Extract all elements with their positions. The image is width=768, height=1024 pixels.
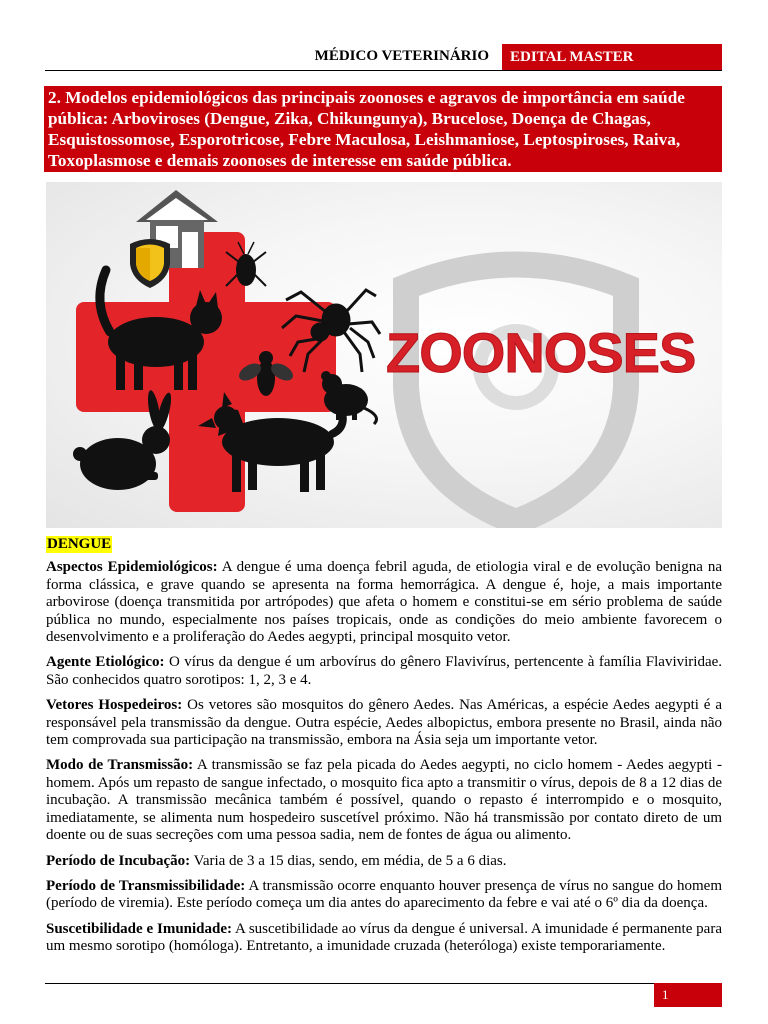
page-number: 1 [654, 983, 722, 1007]
paragraph-label: Vetores Hospedeiros: [46, 697, 183, 714]
paragraph-suscetibilidade [46, 921, 722, 956]
paragraph-label: Aspectos Epidemiológicos: [46, 559, 218, 576]
main-content [46, 536, 722, 964]
paragraph-label: Período de Incubação: [46, 852, 191, 869]
paragraph-modo [46, 757, 722, 844]
header-divider [45, 70, 722, 71]
zoonoses-word: ZOONOSES [386, 321, 696, 384]
paragraph-text: A transmissão ocorre enquanto houver presença de vírus no sangue do homem (período de viremia). Este período começa um dia antes do aparecimento da febre e vai até o 6º dia da doença. [46, 877, 722, 912]
header-title: MÉDICO VETERINÁRIO [314, 48, 489, 64]
paragraph-label: Período de Transmissibilidade: [46, 877, 246, 894]
paragraph-incubacao [46, 853, 722, 870]
paragraph-text: O vírus da dengue é um arbovírus do gênero Flavivírus, pertencente à família Flaviviridae. São conhecidos quatro sorotipos: 1, 2, 3 e 4. [46, 654, 723, 688]
paragraph-text: Varia de 3 a 15 dias, sendo, em média, de 5 a 6 dias. [190, 852, 507, 869]
paragraph-aspectos [46, 559, 722, 646]
paragraph-text: A transmissão se faz pela picada do Aedes aegypti, no ciclo homem - Aedes aegypti - homem. Após um repasto de sangue infectado, o mosquito fica apto a transmitir o vírus, depois de 8 a 12 dias de incubação. A transmissão mecânica também é possível, quando o repasto é interrompido e o mosquito, imediatamente, se alimenta num hospedeiro suscetível próximo. Não há transmissão por contato direto de um doente ou de suas secreções com uma pessoa sadia, nem de fontes de água ou alimento. [46, 757, 722, 844]
paragraph-vetores [46, 697, 722, 749]
paragraph-label: Modo de Transmissão: [46, 757, 194, 774]
zoonoses-illustration [46, 182, 722, 528]
page-header [45, 44, 722, 70]
zoonoses-artwork [46, 182, 722, 528]
paragraph-transmissibilidade [46, 878, 722, 913]
paragraph-text: A dengue é uma doença febril aguda, de etiologia viral e de evolução benigna na forma clássica, e grave quando se apresenta na forma hemorrágica. A dengue é, hoje, a mais importante arbovirose (doença transmitida por artrópodes) que afeta o homem e constitui-se em sério problema de saúde pública no mundo, especialmente nos países tropicais, onde as condições do meio ambiente favorecem o desenvolvimento e a proliferação do Aedes aegypti, principal mosquito vetor. [46, 559, 722, 646]
dengue-heading: DENGUE [47, 536, 112, 552]
paragraph-label: Suscetibilidade e Imunidade: [46, 920, 233, 937]
paragraph-text: A suscetibilidade ao vírus da dengue é universal. A imunidade é permanente para um mesmo sorotipo (homóloga). Entretanto, a imunidade cruzada (heteróloga) existe temporariamente. [46, 920, 722, 955]
rat-icon [321, 371, 376, 424]
footer-divider [45, 983, 722, 984]
paragraph-label: Agente Etiológico: [46, 654, 165, 671]
paragraph-agente [46, 654, 722, 689]
yellow-shield-icon [130, 239, 170, 288]
section-title: 2. Modelos epidemiológicos das principais zoonoses e agravos de importância em saúde pública: Arboviroses (Dengue, Zika, Chikungunya), Brucelose, Doença de Chagas, Esquistossomose, Esporotricose, Febre Maculosa, Leishmaniose, Leptospiroses, Raiva, Toxoplasmose e demais zoonoses de interesse em saúde pública. [44, 86, 722, 172]
header-tag: EDITAL MASTER [502, 44, 722, 70]
paragraph-text: Os vetores são mosquitos do gênero Aedes. Nas Américas, a espécie Aedes aegypti é a responsável pela transmissão da dengue. Outra espécie, Aedes albopictus, embora presente no Brasil, ainda não tem comprovada sua participação na transmissão, embora na Ásia seja um importante vetor. [46, 697, 722, 749]
shield-outline-icon [406, 265, 626, 523]
